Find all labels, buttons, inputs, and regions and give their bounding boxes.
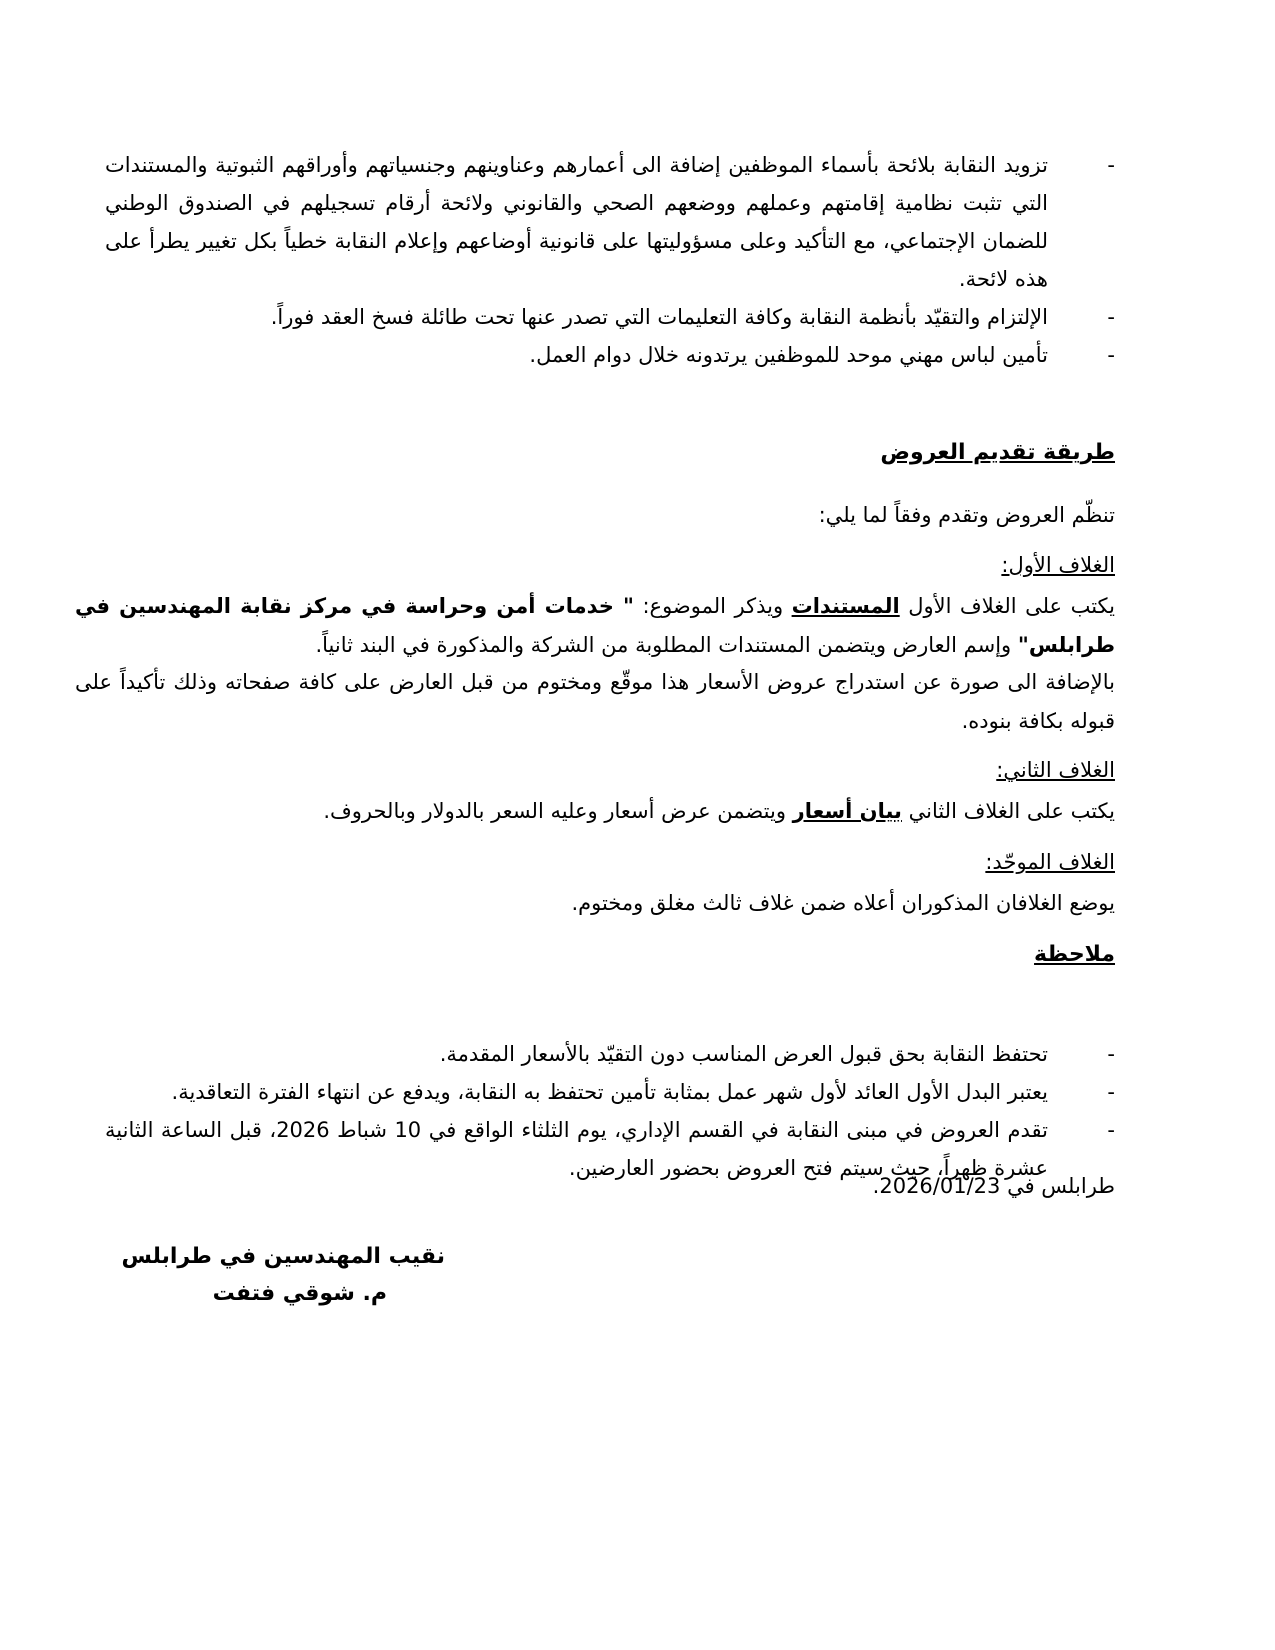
envelope-3-paragraph: يوضع الغلافان المذكوران أعلاه ضمن غلاف ثالث مغلق ومختوم. xyxy=(571,891,1115,915)
env2-text-c: ويتضمن عرض أسعار وعليه السعر بالدولار وبالحروف. xyxy=(323,799,793,823)
list-item: - تزويد النقابة بلائحة بأسماء الموظفين إضافة الى أعمارهم وعناوينهم وجنسياتهم وأوراقهم الثبوتية والمستندات التي تثبت نظامية إقامتهم وعملهم ووضعهم الصحي والقانوني ولائحة أرقام تسجيلهم في الصندوق الوطني للضمان الإجتماعي، مع التأكيد وعلى مسؤوليتها على قانونية أوضاعهم وإعلام النقابة خطياً بكل تغيير يطرأ على هذه لائحة. xyxy=(105,146,1115,298)
env2-text-a: يكتب على الغلاف الثاني xyxy=(901,799,1115,823)
list-item: - تحتفظ النقابة بحق قبول العرض المناسب دون التقيّد بالأسعار المقدمة. xyxy=(105,1035,1115,1073)
list-item: - تأمين لباس مهني موحد للموظفين يرتدونه خلال دوام العمل. xyxy=(105,336,1115,374)
env2-price-statement: بيان أسعار xyxy=(792,799,902,823)
envelope-1-paragraph xyxy=(75,587,1115,665)
envelope-1-paragraph-2: بالإضافة الى صورة عن استدراج عروض الأسعار هذا موقّع ومختوم من قبل العارض على كافة صفحاته وذلك تأكيداً على قبوله بكافة بنوده. xyxy=(75,670,1115,733)
env1-documents-word: المستندات xyxy=(791,594,900,618)
env1-subject: " خدمات أمن وحراسة في مركز نقابة المهندسين في طرابلس" xyxy=(75,594,1115,657)
list-item: - تقدم العروض في مبنى النقابة في القسم الإداري، يوم الثلثاء الواقع في 10 شباط 2026، قبل الساعة الثانية عشرة ظهراً، حيث سيتم فتح العروض بحضور العارضين. xyxy=(105,1111,1115,1187)
date-line: طرابلس في 2026/01/23. xyxy=(872,1174,1115,1198)
list-item: - يعتبر البدل الأول العائد لأول شهر عمل بمثابة تأمين تحتفظ به النقابة، ويدفع عن انتهاء الفترة التعاقدية. xyxy=(105,1073,1115,1111)
envelope-2-paragraph xyxy=(75,792,1115,831)
signatory-title: نقيب المهندسين في طرابلس xyxy=(121,1244,445,1269)
env1-text-a: يكتب على الغلاف الأول xyxy=(899,594,1115,618)
obligations-list xyxy=(105,146,1115,374)
envelope-1-title: الغلاف الأول: xyxy=(1001,553,1115,577)
envelope-3-title: الغلاف الموحّد: xyxy=(985,850,1115,874)
list-item: - الإلتزام والتقيّد بأنظمة النقابة وكافة التعليمات التي تصدر عنها تحت طائلة فسخ العقد فوراً. xyxy=(105,298,1115,336)
submission-heading: طريقة تقديم العروض xyxy=(880,440,1115,465)
env1-text-c: ويذكر الموضوع: xyxy=(633,594,792,618)
envelope-2-title: الغلاف الثاني: xyxy=(996,758,1115,782)
notes-list xyxy=(105,1035,1115,1187)
env1-text-e: وإسم العارض ويتضمن المستندات المطلوبة من الشركة والمذكورة في البند ثانياً. xyxy=(315,633,1018,657)
notes-heading: ملاحظة xyxy=(1034,942,1115,967)
submission-intro: تنظّم العروض وتقدم وفقاً لما يلي: xyxy=(818,503,1115,527)
signatory-name: م. شوقي فتفت xyxy=(212,1281,387,1306)
